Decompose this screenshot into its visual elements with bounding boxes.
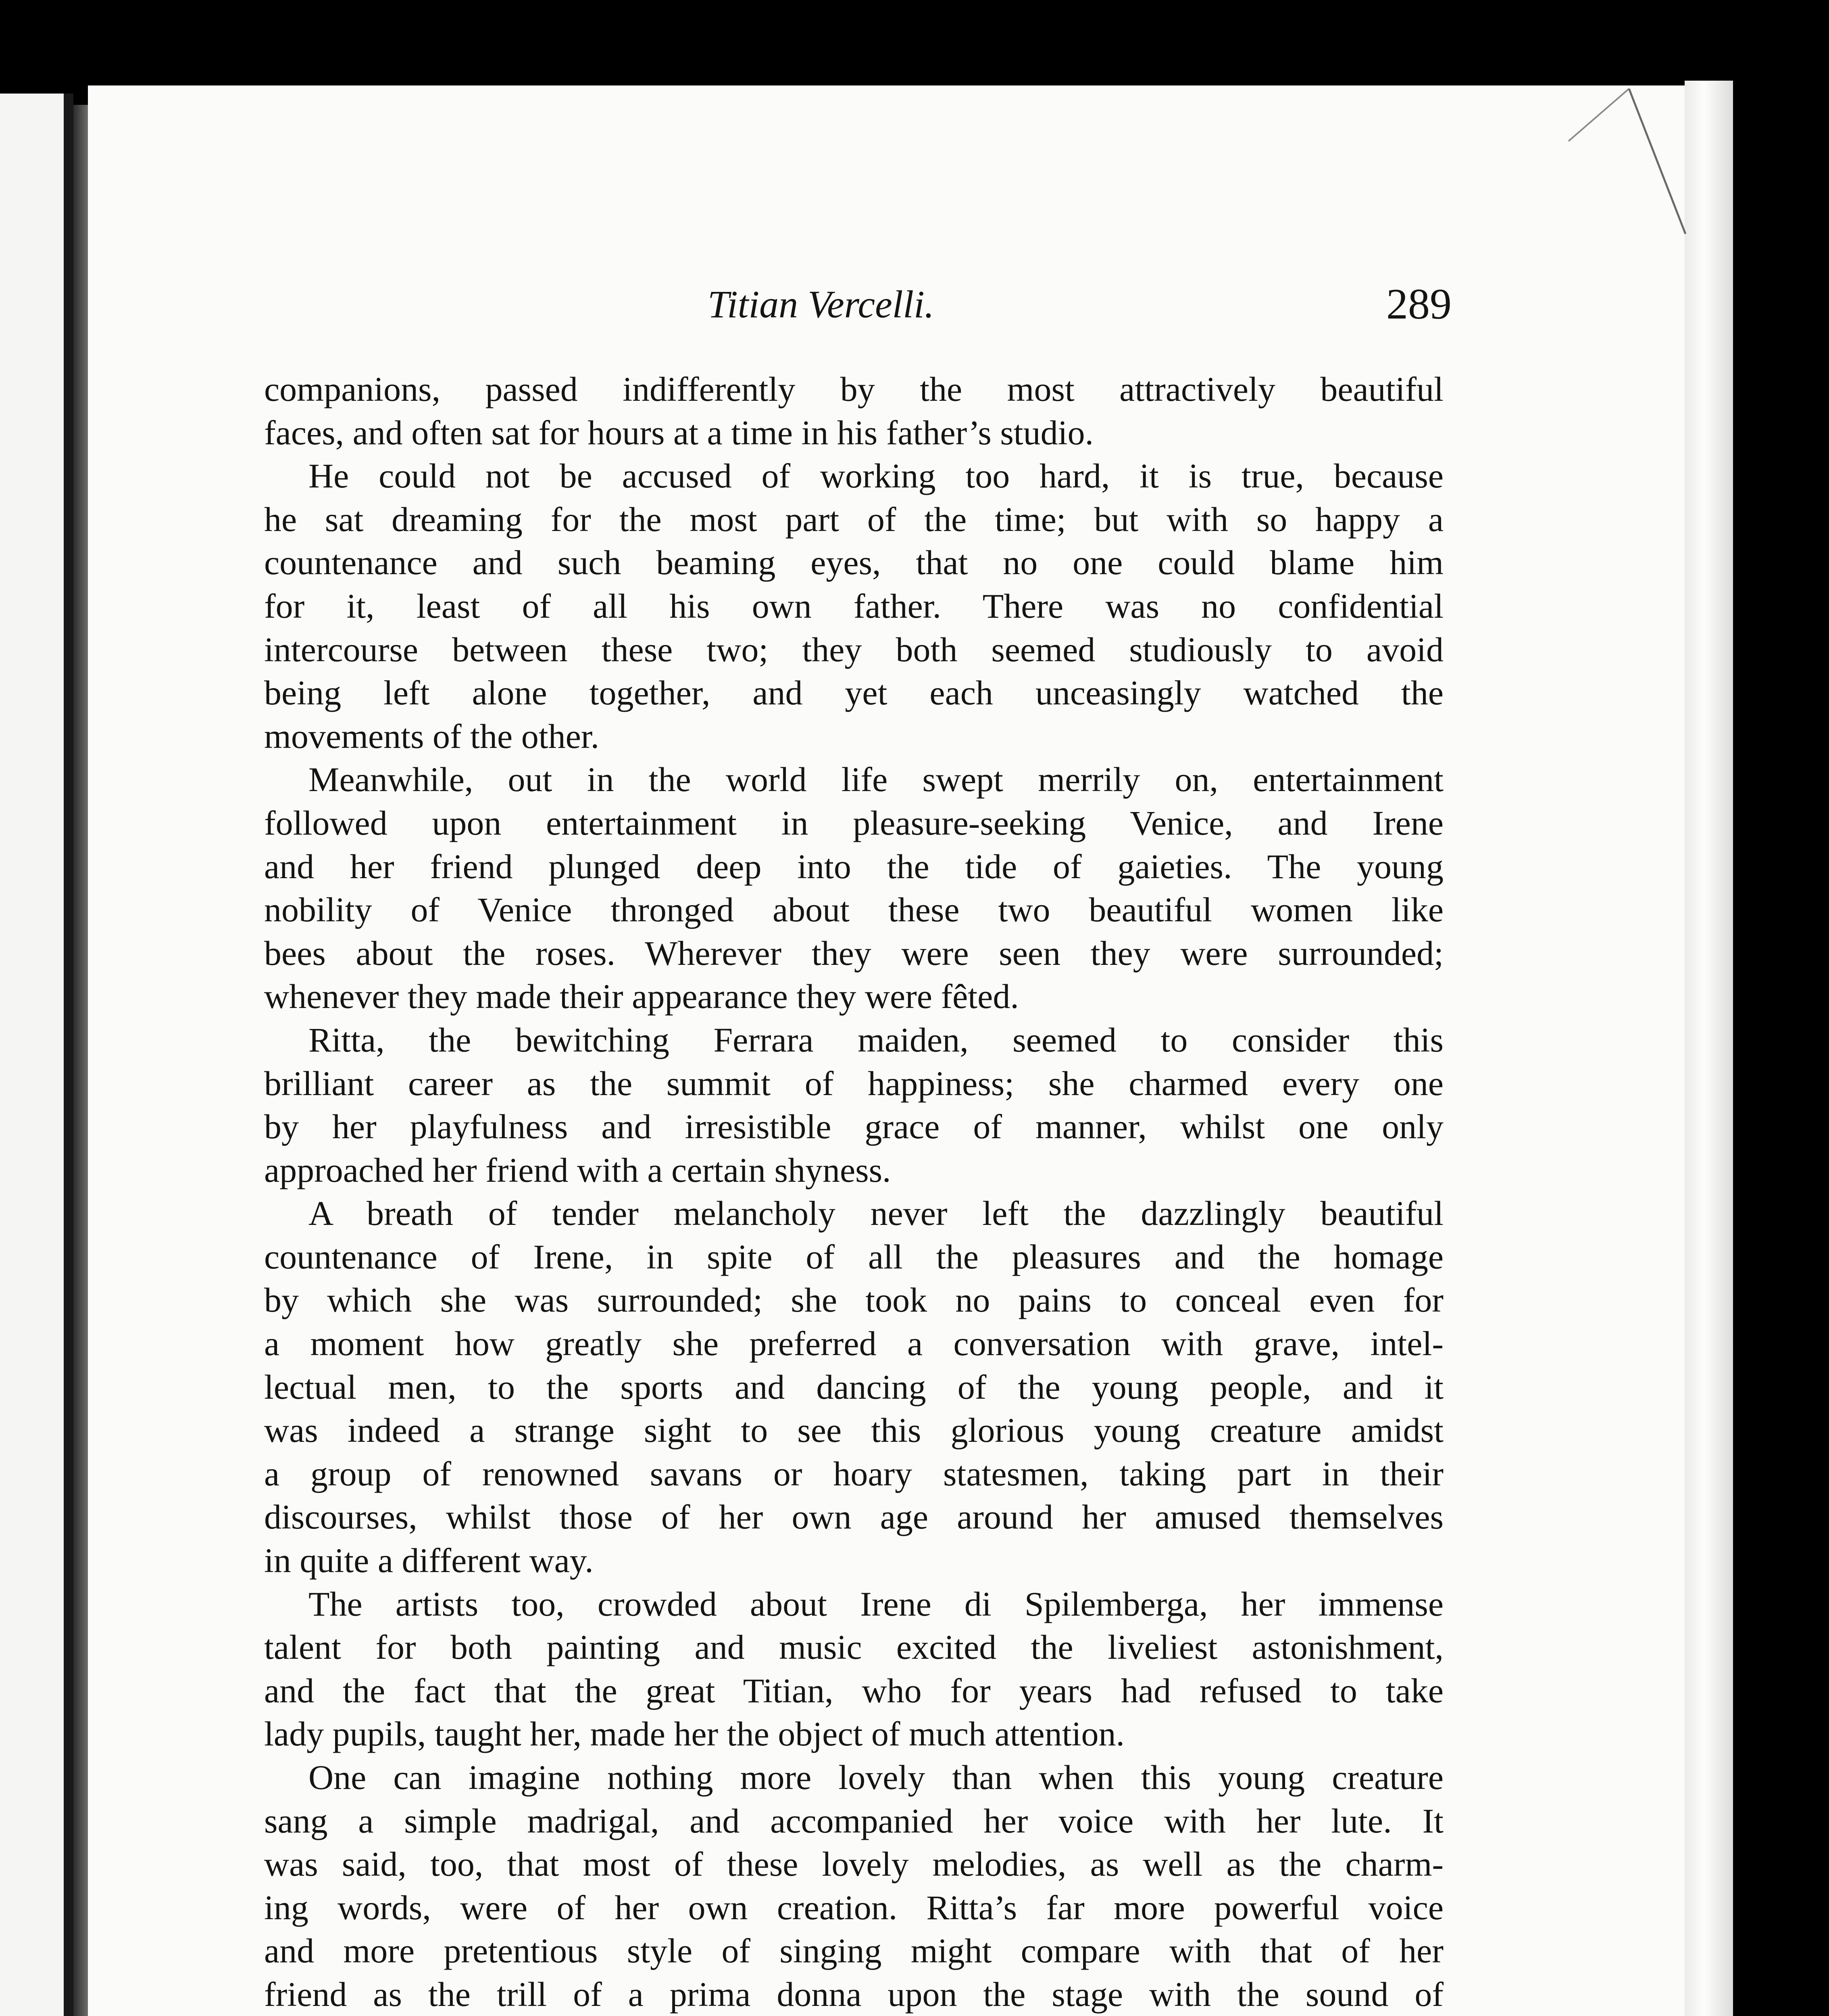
text-line: intercourse between these two; they both seemed studiously to avoid xyxy=(264,630,1444,669)
body-text xyxy=(264,368,1444,2016)
text-line: bees about the roses. Wherever they were seen they were surrounded; xyxy=(264,933,1444,973)
paragraph xyxy=(264,368,1444,454)
running-header xyxy=(266,278,1452,331)
paragraph xyxy=(264,1018,1444,1192)
text-line: faces, and often sat for hours at a time in his father’s studio. xyxy=(264,413,1094,452)
text-line: He could not be accused of working too hard, it is true, because xyxy=(308,456,1444,496)
text-line: and the fact that the great Titian, who for years had refused to take xyxy=(264,1671,1444,1710)
text-line: by which she was surrounded; she took no pains to conceal even for xyxy=(264,1281,1444,1320)
paragraph xyxy=(264,1583,1444,1756)
text-line: was said, too, that most of these lovely melodies, as well as the charm- xyxy=(264,1845,1444,1884)
text-line: The artists too, crowded about Irene di Spilemberga, her immense xyxy=(308,1584,1444,1623)
text-line: sang a simple madrigal, and accompanied her voice with her lute. It xyxy=(264,1801,1444,1840)
text-line: being left alone together, and yet each unceasingly watched the xyxy=(264,673,1444,712)
text-line: in quite a different way. xyxy=(264,1541,594,1580)
text-line: A breath of tender melancholy never left the dazzlingly beautiful xyxy=(308,1194,1444,1233)
text-line: he sat dreaming for the most part of the time; but with so happy a xyxy=(264,500,1444,539)
text-line: movements of the other. xyxy=(264,716,600,756)
text-line: and more pretentious style of singing might compare with that of her xyxy=(264,1931,1444,1970)
page-fore-edge xyxy=(1685,81,1733,2016)
text-line: lady pupils, taught her, made her the object of much attention. xyxy=(264,1714,1125,1754)
text-line: a group of renowned savans or hoary statesmen, taking part in their xyxy=(264,1454,1444,1493)
text-line: ing words, were of her own creation. Ritta’s far more powerful voice xyxy=(264,1888,1444,1927)
text-line: approached her friend with a certain shyness. xyxy=(264,1150,891,1189)
text-line: Meanwhile, out in the world life swept merrily on, entertainment xyxy=(308,760,1444,799)
text-line: discourses, whilst those of her own age around her amused themselves xyxy=(264,1497,1444,1537)
text-line: for it, least of all his own father. There was no confidential xyxy=(264,586,1444,625)
page-number: 289 xyxy=(1386,280,1452,328)
text-line: nobility of Venice thronged about these two beautiful women like xyxy=(264,890,1444,929)
gutter-shadow xyxy=(73,105,88,2016)
text-line: followed upon entertainment in pleasure-seeking Venice, and Irene xyxy=(264,803,1444,842)
text-line: and her friend plunged deep into the tide of gaieties. The young xyxy=(264,847,1444,886)
text-line: countenance and such beaming eyes, that no one could blame him xyxy=(264,543,1444,582)
text-line: whenever they made their appearance they were fêted. xyxy=(264,977,1019,1016)
text-line: countenance of Irene, in spite of all the pleasures and the homage xyxy=(264,1237,1444,1276)
text-line: brilliant career as the summit of happiness; she charmed every one xyxy=(264,1064,1444,1103)
text-line: One can imagine nothing more lovely than when this young creature xyxy=(308,1758,1444,1797)
text-line: companions, passed indifferently by the most attractively beautiful xyxy=(264,370,1444,408)
text-line: a moment how greatly she preferred a conversation with grave, intel- xyxy=(264,1324,1444,1363)
facing-page-edge xyxy=(0,94,73,2016)
text-line: talent for both painting and music excited the liveliest astonishment, xyxy=(264,1628,1444,1667)
text-line: friend as the trill of a prima donna upon the stage with the sound of xyxy=(264,1974,1444,2014)
text-line: Ritta, the bewitching Ferrara maiden, seemed to consider this xyxy=(308,1020,1444,1059)
paragraph xyxy=(264,454,1444,758)
paragraph xyxy=(264,758,1444,1018)
text-line: lectual men, to the sports and dancing of the young people, and it xyxy=(264,1367,1444,1406)
text-line: was indeed a strange sight to see this glorious young creature amidst xyxy=(264,1411,1444,1450)
paragraph xyxy=(264,1192,1444,1582)
running-title: Titian Vercelli. xyxy=(708,283,934,326)
paragraph xyxy=(264,1756,1444,2016)
text-line: by her playfulness and irresistible grace of manner, whilst one only xyxy=(264,1107,1444,1146)
